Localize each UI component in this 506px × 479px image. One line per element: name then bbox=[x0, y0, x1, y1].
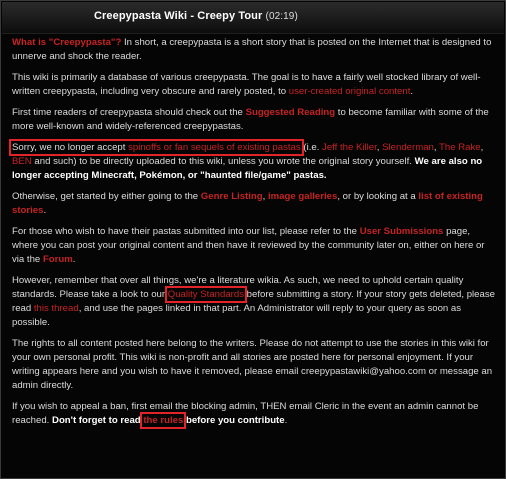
the-rake-link[interactable]: The Rake bbox=[439, 142, 481, 153]
separator: , bbox=[376, 142, 383, 153]
intro-text: In short, a creepypasta is a short story that is posted on the Internet that is designed to unnerve and shock the reader. bbox=[12, 37, 492, 62]
spinoffs-link[interactable]: spinoffs or fan sequels of existing pastas bbox=[128, 142, 301, 153]
paragraph-quality bbox=[12, 274, 498, 330]
paragraph-database bbox=[12, 71, 498, 99]
tour-content bbox=[12, 36, 498, 428]
get-started-text-c: . bbox=[43, 205, 47, 216]
no-spinoffs-text-c: and such) to be directly uploaded to this wiki, unless you wrote the original story yourself. bbox=[31, 156, 415, 167]
paragraph-rights bbox=[12, 337, 498, 393]
get-started-text-a: Otherwise, get started by either going to the bbox=[12, 191, 201, 202]
this-thread-link[interactable]: this thread bbox=[33, 303, 79, 314]
rules-reminder-a: Don't forget to read bbox=[52, 415, 144, 426]
quality-text-c: , and use the pages linked in that part. An Administrator will reply to your query as soon as possible. bbox=[12, 303, 462, 328]
forum-link[interactable]: Forum bbox=[42, 254, 73, 265]
quality-text-a: However, remember that over all things, we're a literature wikia. As such, we need to uphold certain quality standards. Please take a look to our bbox=[12, 275, 464, 300]
rules-reminder-b: before you contribute bbox=[183, 415, 285, 426]
list-of-stories-link[interactable]: list of existing stories bbox=[12, 191, 483, 216]
no-spinoffs-text-b: (i.e. bbox=[300, 142, 323, 153]
no-minecraft-notice: We are also no longer accepting Minecraft, Pokémon, or "haunted file/game" pastas. bbox=[12, 156, 483, 181]
separator: , bbox=[480, 142, 484, 153]
paragraph-first-time bbox=[12, 106, 498, 134]
first-time-text-b: to become familiar with some of the more well-known and widely-referenced creepypastas. bbox=[12, 107, 489, 132]
get-started-text-b: , or by looking at a bbox=[337, 191, 419, 202]
database-text-a: This wiki is primarily a database of various creepypasta. The goal is to have a fairly well stocked library of well-written creepypasta, including very obscure and rarely posted, to bbox=[12, 72, 481, 97]
user-submissions-link[interactable]: User Submissions bbox=[359, 226, 444, 237]
separator: , bbox=[262, 191, 268, 202]
paragraph-appeal bbox=[12, 400, 498, 428]
window-title-text: Creepypasta Wiki - Creepy Tour bbox=[94, 10, 263, 22]
user-created-content-link[interactable]: user-created original content bbox=[288, 86, 411, 97]
ben-link[interactable]: BEN bbox=[12, 156, 32, 167]
suggested-reading-link[interactable]: Suggested Reading bbox=[245, 107, 336, 118]
quality-text-b: before submitting a story. If your story gets deleted, please read bbox=[12, 289, 495, 314]
appeal-text-b: . bbox=[284, 415, 288, 426]
paragraph-get-started bbox=[12, 190, 498, 218]
first-time-text-a: First time readers of creepypasta should check out the bbox=[12, 107, 246, 118]
database-text-b: . bbox=[410, 86, 414, 97]
image-galleries-link[interactable]: image galleries bbox=[267, 191, 338, 202]
the-rules-link[interactable]: the rules bbox=[143, 415, 184, 426]
separator: , bbox=[433, 142, 440, 153]
no-spinoffs-text-a: Sorry, we no longer accept bbox=[12, 142, 129, 153]
paragraph-submissions bbox=[12, 225, 498, 267]
highlight-box-spinoffs bbox=[12, 142, 301, 153]
appeal-text-a: If you wish to appeal a ban, first email the blocking admin, THEN email Cleric in the event an admin cannot be reached. bbox=[12, 401, 479, 426]
window-title bbox=[94, 10, 298, 22]
submissions-text-c: . bbox=[72, 254, 76, 265]
video-time: (02:19) bbox=[265, 11, 298, 22]
quality-standards-link[interactable]: Quality Standards bbox=[167, 289, 244, 300]
what-is-creepypasta-link[interactable]: What is "Creepypasta"? bbox=[12, 37, 122, 48]
submissions-text-a: For those who wish to have their pastas submitted into our list, please refer to the bbox=[12, 226, 360, 237]
slenderman-link[interactable]: Slenderman bbox=[382, 142, 434, 153]
title-bar bbox=[2, 2, 504, 34]
submissions-text-b: page, where you can post your original content and then have it reviewed by the community later on, either on here or via the bbox=[12, 226, 485, 265]
paragraph-no-spinoffs bbox=[12, 141, 498, 183]
genre-listing-link[interactable]: Genre Listing bbox=[200, 191, 263, 202]
jeff-the-killer-link[interactable]: Jeff the Killer bbox=[322, 142, 377, 153]
rights-text: The rights to all content posted here belong to the writers. Please do not attempt to use the stories in this wiki for your own personal profit. This wiki is non-profit and all stories are posted here for personal enjoyment. If your writing appears here and you wish to have it removed, please email creepypastawiki@yahoo.com or message an admin directly. bbox=[12, 338, 493, 391]
paragraph-intro bbox=[12, 36, 498, 64]
